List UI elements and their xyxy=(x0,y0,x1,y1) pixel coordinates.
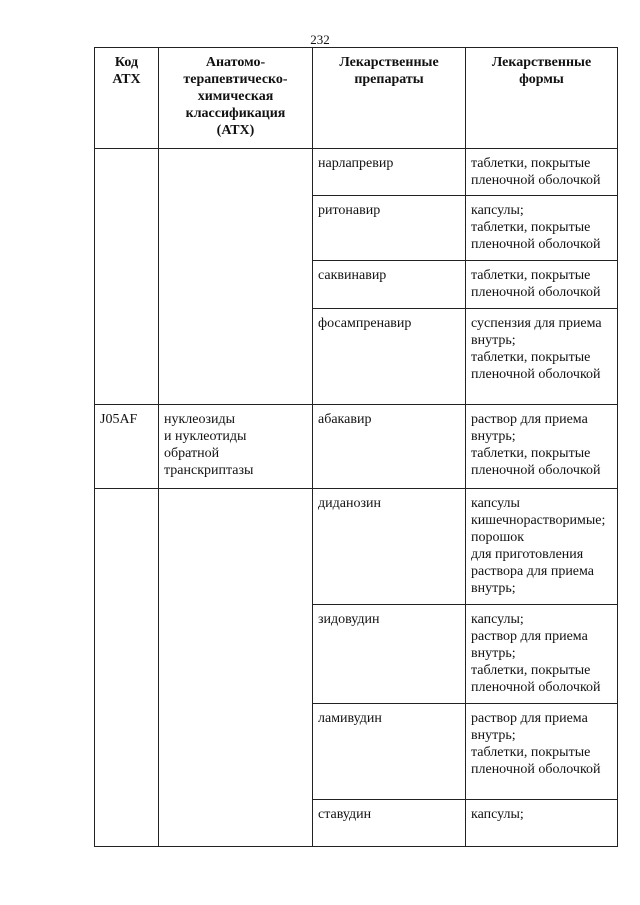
drug-cell: фосампренавир xyxy=(313,309,466,405)
forms-cell: капсулы; таблетки, покрытые пленочной оболочкой xyxy=(466,196,618,261)
classification-cell xyxy=(159,489,313,847)
drug-cell: саквинавир xyxy=(313,261,466,309)
atx-table xyxy=(94,47,618,847)
drug-cell: зидовудин xyxy=(313,605,466,704)
drug-cell: ритонавир xyxy=(313,196,466,261)
drug-cell: абакавир xyxy=(313,405,466,489)
classification-cell xyxy=(159,149,313,405)
forms-cell: раствор для приема внутрь; таблетки, покрытые пленочной оболочкой xyxy=(466,405,618,489)
forms-cell: капсулы; xyxy=(466,800,618,847)
table-row xyxy=(95,149,618,196)
header-classification: Анатомо- терапевтическо- химическая классификация (АТХ) xyxy=(159,48,313,149)
drug-cell: ламивудин xyxy=(313,704,466,800)
code-cell xyxy=(95,489,159,847)
forms-cell: капсулы; раствор для приема внутрь; таблетки, покрытые пленочной оболочкой xyxy=(466,605,618,704)
table-row xyxy=(95,405,618,489)
forms-cell: таблетки, покрытые пленочной оболочкой xyxy=(466,261,618,309)
drug-cell: нарлапревир xyxy=(313,149,466,196)
table-row xyxy=(95,489,618,605)
code-cell xyxy=(95,149,159,405)
classification-cell: нуклеозиды и нуклеотиды обратной транскриптазы xyxy=(159,405,313,489)
page-number: 232 xyxy=(310,32,330,47)
code-cell: J05AF xyxy=(95,405,159,489)
header-code: Код АТХ xyxy=(95,48,159,149)
forms-cell: таблетки, покрытые пленочной оболочкой xyxy=(466,149,618,196)
header-forms: Лекарственные формы xyxy=(466,48,618,149)
drug-cell: ставудин xyxy=(313,800,466,847)
table-header-row xyxy=(95,48,618,149)
forms-cell: суспензия для приема внутрь; таблетки, покрытые пленочной оболочкой xyxy=(466,309,618,405)
drug-cell: диданозин xyxy=(313,489,466,605)
forms-cell: раствор для приема внутрь; таблетки, покрытые пленочной оболочкой xyxy=(466,704,618,800)
forms-cell: капсулы кишечнорастворимые; порошок для приготовления раствора для приема внутрь; xyxy=(466,489,618,605)
header-drugs: Лекарственные препараты xyxy=(313,48,466,149)
